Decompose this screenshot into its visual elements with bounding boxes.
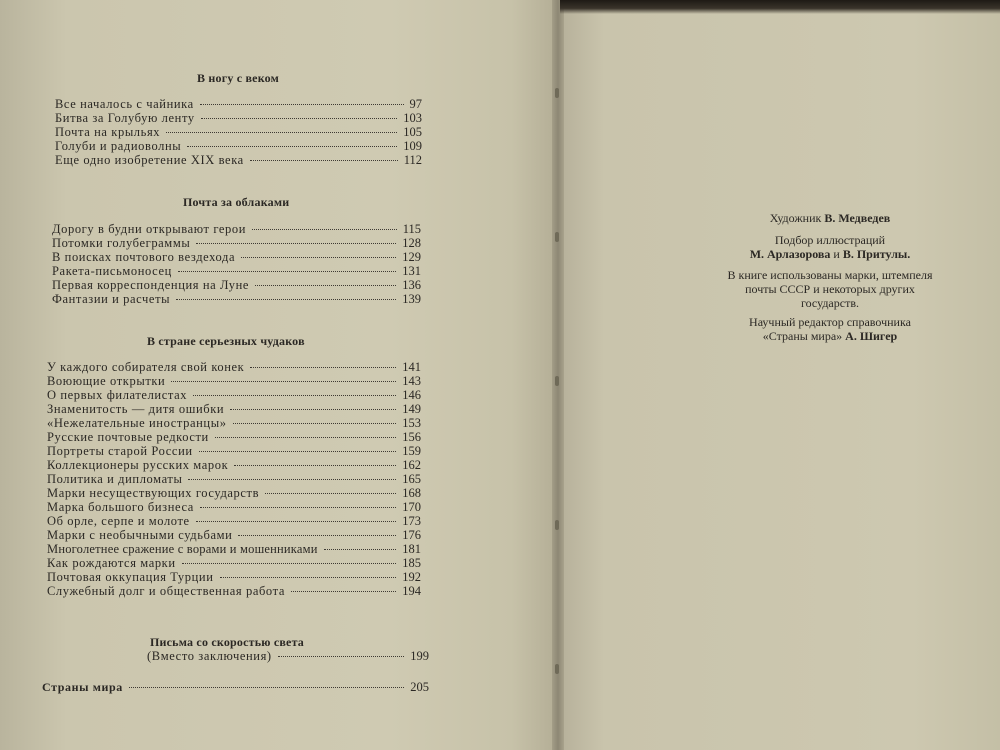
toc-entry-title: Коллекционеры русских марок <box>47 458 229 472</box>
conclusion-subtitle: (Вместо заключения) <box>147 649 272 663</box>
editor-book-title: «Страны мира» <box>762 329 843 343</box>
toc-entry <box>42 680 429 694</box>
toc-entry-page: 105 <box>403 125 422 139</box>
toc-entry <box>47 472 421 486</box>
toc-entry <box>55 111 422 125</box>
toc-leader-dots <box>187 146 397 147</box>
toc-leader-dots <box>200 507 396 508</box>
editor-credit <box>680 329 980 343</box>
toc-entry-page: 131 <box>402 264 421 278</box>
toc-entry <box>52 292 421 306</box>
stamps-note-line: В книге использованы марки, штемпеля <box>727 268 933 282</box>
binding-stitch <box>555 664 559 674</box>
toc-leader-dots <box>278 656 405 657</box>
toc-leader-dots <box>234 465 396 466</box>
section-title: В стране серьезных чудаков <box>147 334 305 348</box>
toc-leader-dots <box>241 257 396 258</box>
toc-entry <box>47 388 421 402</box>
toc-entry-title: Об орле, серпе и молоте <box>47 514 190 528</box>
toc-entry <box>55 139 422 153</box>
illustrations-and: и <box>833 247 840 261</box>
toc-entry-page: 128 <box>402 236 421 250</box>
book-gutter <box>552 0 564 750</box>
toc-entry <box>55 97 422 111</box>
illustrations-label: Подбор иллюстраций <box>774 233 886 247</box>
toc-entry-page: 181 <box>402 542 421 556</box>
toc-entry <box>52 250 421 264</box>
toc-entry-title: Марки с необычными судьбами <box>47 528 233 542</box>
toc-entry-page: 162 <box>402 458 421 472</box>
toc-entry <box>47 374 421 388</box>
toc-entry-title: Служебный долг и общественная работа <box>47 584 285 598</box>
toc-entry <box>47 556 421 570</box>
artist-name: В. Медведев <box>824 211 891 225</box>
binding-stitch <box>555 376 559 386</box>
toc-leader-dots <box>171 381 396 382</box>
toc-entry <box>47 528 421 542</box>
editor-line: Научный редактор справочника <box>749 315 911 329</box>
toc-entry <box>47 584 421 598</box>
toc-leader-dots <box>233 423 397 424</box>
toc-entry-page: 185 <box>402 556 421 570</box>
toc-entry-title: Многолетнее сражение с ворами и мошенниками <box>47 542 318 556</box>
toc-entry-page: 146 <box>402 388 421 402</box>
toc-entry-page: 170 <box>402 500 421 514</box>
toc-entry <box>47 430 421 444</box>
toc-entry <box>52 222 421 236</box>
toc-leader-dots <box>196 521 397 522</box>
toc-entry <box>47 500 421 514</box>
toc-entry-page: 115 <box>402 222 421 236</box>
artist-label: Художник <box>769 211 822 225</box>
toc-entry <box>47 444 421 458</box>
toc-entry-page: 159 <box>402 444 421 458</box>
toc-entry-page: 153 <box>402 416 421 430</box>
toc-entry-title: Первая корреспонденция на Луне <box>52 278 250 292</box>
stamps-note-line: почты СССР и некоторых других <box>745 282 915 296</box>
toc-entry-page: 136 <box>402 278 421 292</box>
toc-leader-dots <box>250 160 398 161</box>
toc-entry-page: 109 <box>403 139 422 153</box>
toc-entry-title: Почтовая оккупация Турции <box>47 570 214 584</box>
toc-entry-title: Фантазии и расчеты <box>52 292 171 306</box>
toc-entry-title: Голуби и радиоволны <box>55 139 182 153</box>
toc-entry-page: 205 <box>410 680 429 694</box>
toc-entry <box>47 542 421 556</box>
toc-entry-title: Марки несуществующих государств <box>47 486 260 500</box>
toc-leader-dots <box>252 229 397 230</box>
toc-entry-title: «Нежелательные иностранцы» <box>47 416 227 430</box>
section-title: Почта за облаками <box>183 195 290 209</box>
toc-entry-page: 103 <box>403 111 422 125</box>
toc-entry <box>147 649 429 663</box>
toc-entry-page: 168 <box>402 486 421 500</box>
toc-entry-page: 156 <box>402 430 421 444</box>
toc-leader-dots <box>199 451 397 452</box>
toc-leader-dots <box>182 563 397 564</box>
toc-entry-title: Как рождаются марки <box>47 556 176 570</box>
toc-entry-page: 97 <box>409 97 422 111</box>
conclusion-title: Письма со скоростью света <box>150 635 305 649</box>
toc-entry-title: Знаменитость — дитя ошибки <box>47 402 225 416</box>
toc-leader-dots <box>200 104 404 105</box>
toc-entry-title: О первых филателистах <box>47 388 188 402</box>
toc-entry-title: Потомки голубеграммы <box>52 236 191 250</box>
toc-entry <box>52 278 421 292</box>
toc-entry-page: 143 <box>402 374 421 388</box>
toc-entry <box>47 514 421 528</box>
toc-entry-page: 149 <box>402 402 421 416</box>
toc-entry-title: Битва за Голубую ленту <box>55 111 195 125</box>
toc-entry-page: 199 <box>410 649 429 663</box>
section-title: В ногу с веком <box>197 71 280 85</box>
editor-name: А. Шигер <box>845 329 898 343</box>
toc-leader-dots <box>188 479 396 480</box>
toc-entry-title: Ракета-письмоносец <box>52 264 172 278</box>
toc-leader-dots <box>176 299 396 300</box>
toc-entry-page: 173 <box>402 514 421 528</box>
toc-entry <box>47 570 421 584</box>
toc-leader-dots <box>166 132 397 133</box>
toc-entry-page: 139 <box>402 292 421 306</box>
toc-entry-page: 141 <box>402 360 421 374</box>
toc-entry-title: В поисках почтового вездехода <box>52 250 236 264</box>
toc-entry-title: Воюющие открытки <box>47 374 166 388</box>
toc-entry-title: Все началось с чайника <box>55 97 194 111</box>
toc-entry <box>55 125 422 139</box>
toc-leader-dots <box>220 577 397 578</box>
illustrations-credit <box>680 247 980 261</box>
stamps-note-line: государств. <box>800 296 859 310</box>
appendix-title: Страны мира <box>42 680 123 694</box>
toc-entry <box>47 458 421 472</box>
binding-stitch <box>555 520 559 530</box>
toc-leader-dots <box>250 367 396 368</box>
toc-entry <box>47 486 421 500</box>
toc-leader-dots <box>238 535 396 536</box>
binding-stitch <box>555 232 559 242</box>
toc-leader-dots <box>201 118 398 119</box>
toc-leader-dots <box>255 285 396 286</box>
toc-leader-dots <box>196 243 396 244</box>
page-top-edge-shadow <box>560 0 1000 14</box>
toc-leader-dots <box>178 271 396 272</box>
toc-leader-dots <box>215 437 396 438</box>
toc-entry <box>52 236 421 250</box>
artist-credit <box>680 211 980 225</box>
toc-leader-dots <box>230 409 396 410</box>
toc-entry-title: Почта на крыльях <box>55 125 161 139</box>
toc-entry-page: 165 <box>402 472 421 486</box>
toc-entry-title: Портреты старой России <box>47 444 193 458</box>
toc-entry-page: 194 <box>402 584 421 598</box>
binding-stitch <box>555 88 559 98</box>
right-page <box>560 0 1000 750</box>
toc-entry-title: Русские почтовые редкости <box>47 430 209 444</box>
toc-entry <box>55 153 422 167</box>
toc-entry-title: У каждого собирателя свой конек <box>47 360 245 374</box>
toc-leader-dots <box>324 549 397 550</box>
toc-entry-title: Дорогу в будни открывают герои <box>52 222 247 236</box>
toc-entry-title: Марка большого бизнеса <box>47 500 194 514</box>
toc-entry-page: 112 <box>403 153 422 167</box>
toc-leader-dots <box>291 591 396 592</box>
illustrator-name: В. Притулы. <box>842 247 911 261</box>
toc-entry-page: 176 <box>402 528 421 542</box>
illustrator-name: М. Арлазорова <box>749 247 831 261</box>
toc-entry <box>47 416 421 430</box>
toc-entry-title: Политика и дипломаты <box>47 472 183 486</box>
toc-entry <box>47 360 421 374</box>
toc-entry-page: 129 <box>402 250 421 264</box>
toc-entry-page: 192 <box>402 570 421 584</box>
toc-entry <box>47 402 421 416</box>
toc-leader-dots <box>193 395 396 396</box>
toc-leader-dots <box>129 687 404 688</box>
toc-entry-title: Еще одно изобретение XIX века <box>55 153 244 167</box>
toc-entry <box>52 264 421 278</box>
toc-leader-dots <box>265 493 396 494</box>
